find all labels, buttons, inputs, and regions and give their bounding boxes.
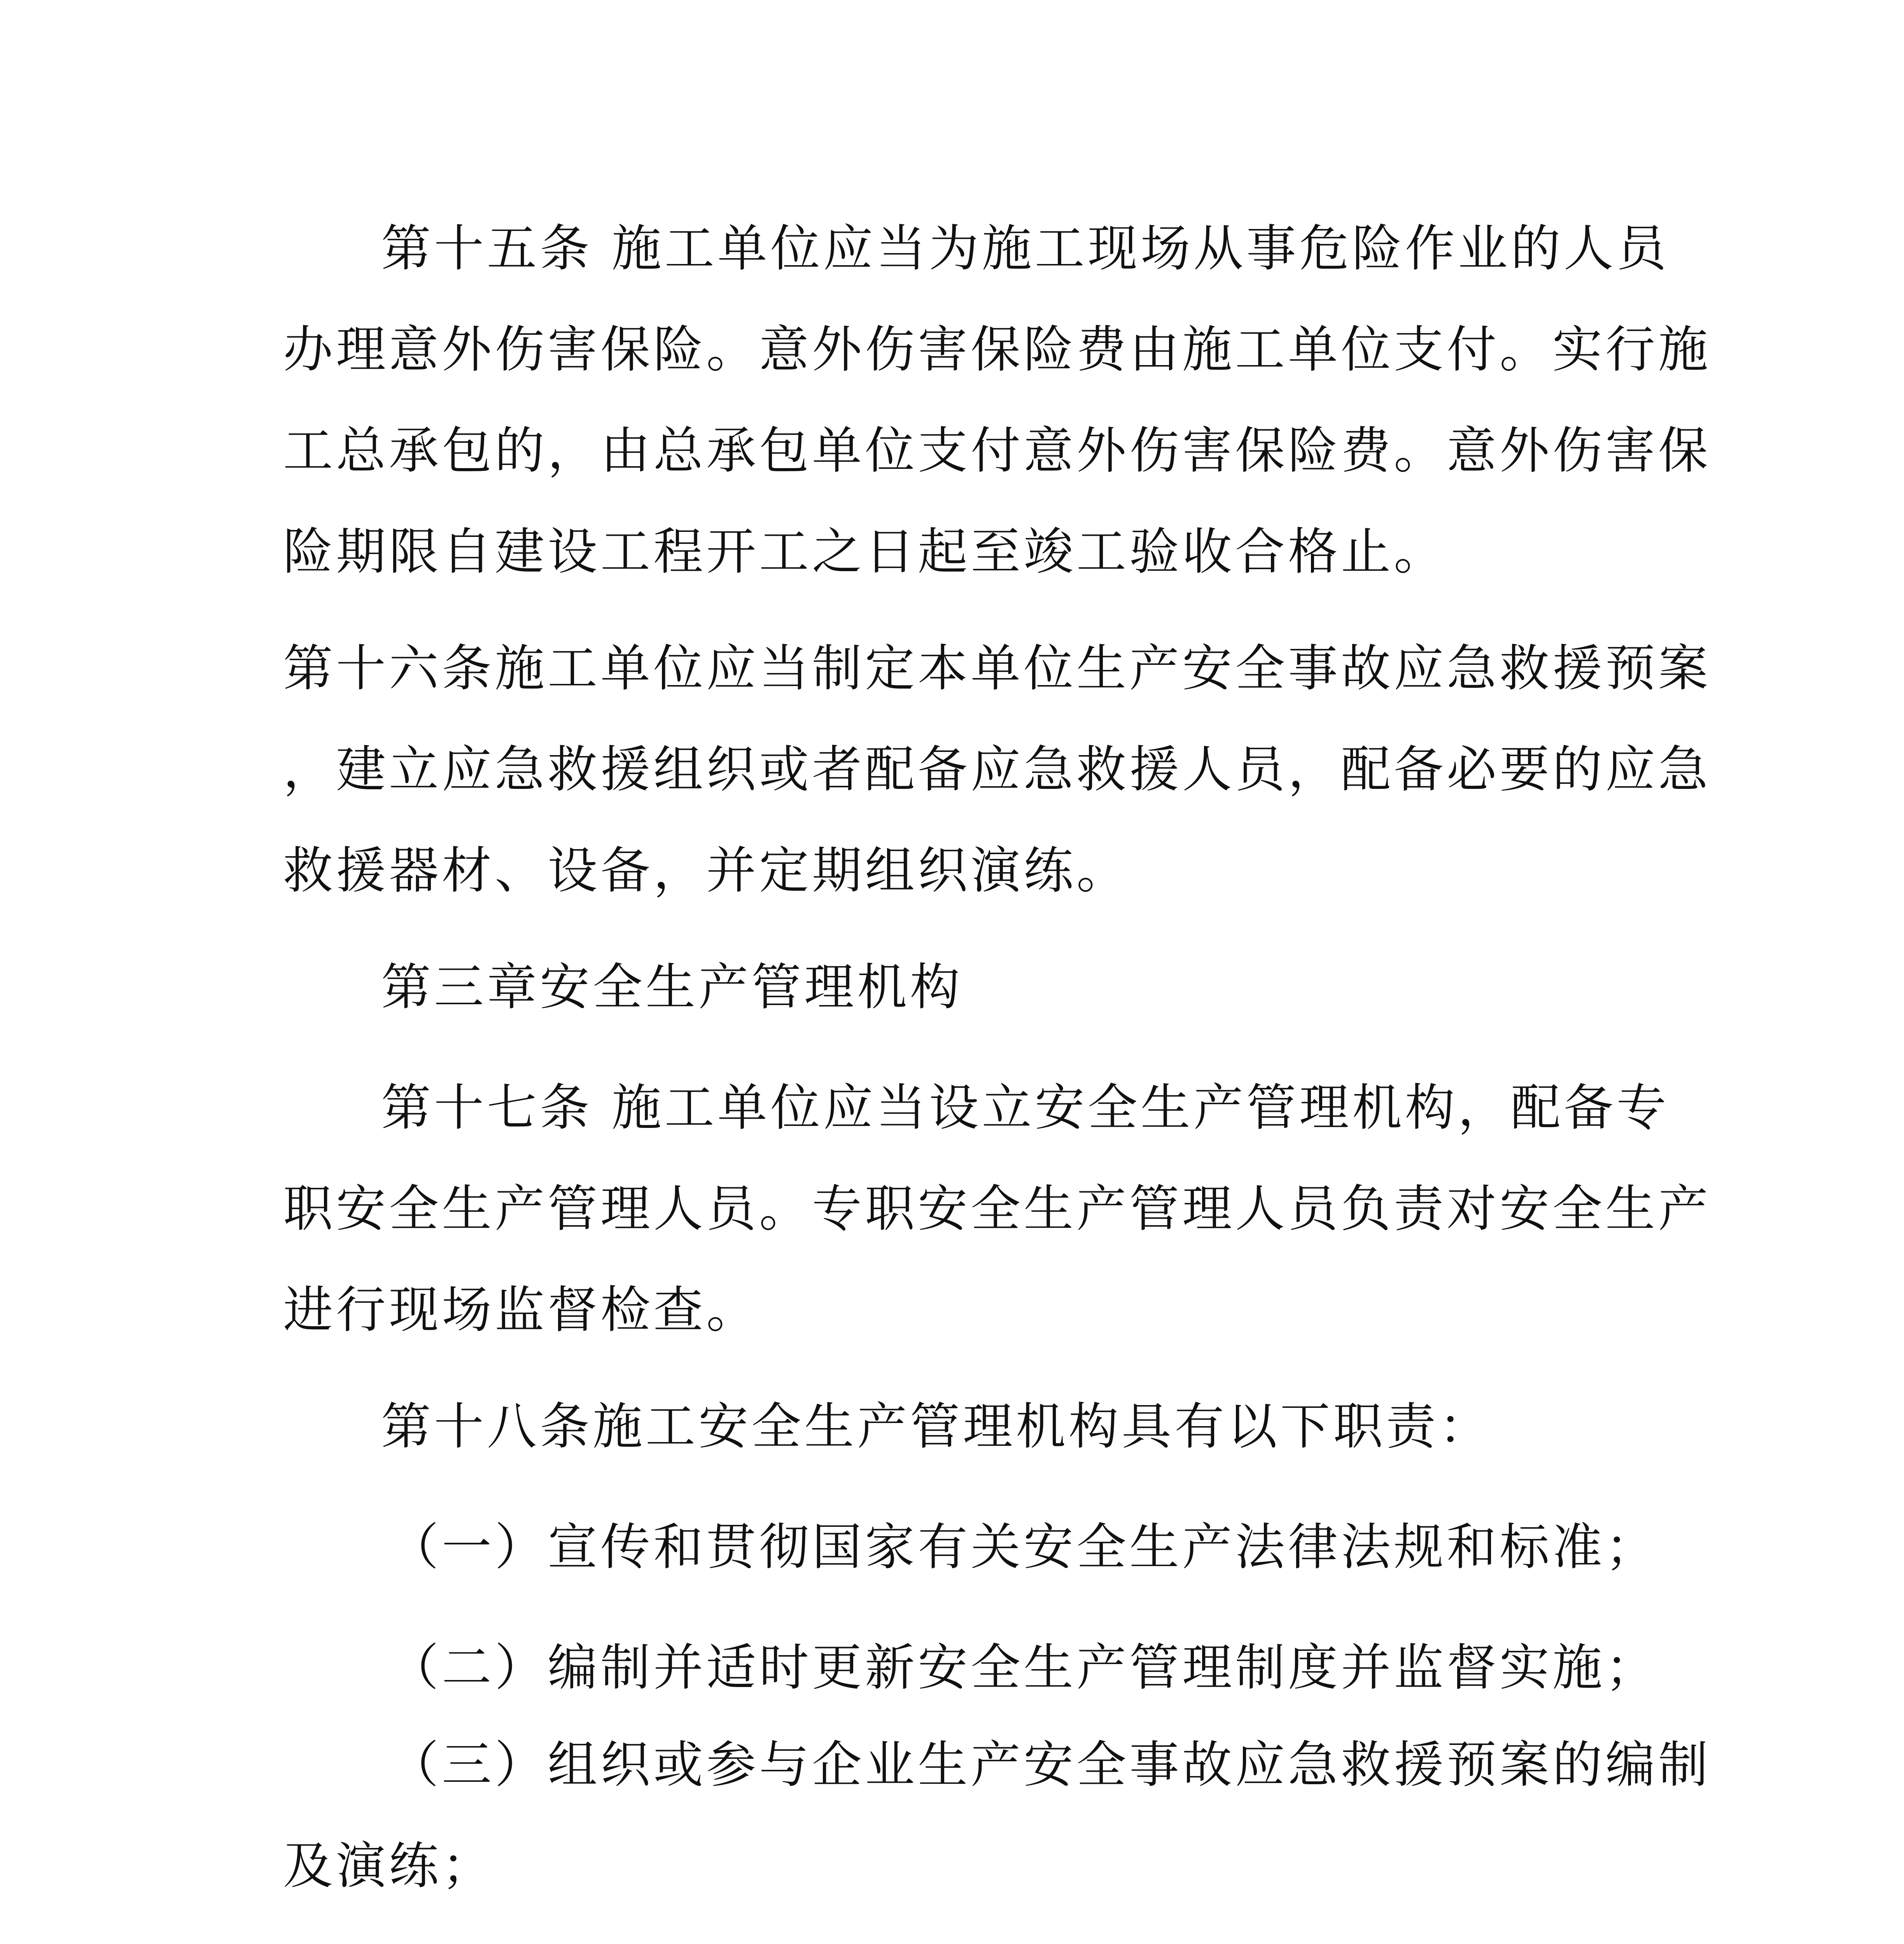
list-item-3-line-2: 及演练； [283,1837,495,1895]
list-item-1: （一）宣传和贯彻国家有关安全生产法律法规和标准； [389,1518,1659,1576]
article-15-line-2: 办理意外伤害保险。意外伤害保险费由施工单位支付。实行施 [283,321,1712,379]
article-16-line-2: ，建立应急救援组织或者配备应急救援人员，配备必要的应急 [283,741,1712,799]
article-18-heading: 第十八条施工安全生产管理机构具有以下职责： [381,1398,1492,1456]
chapter-3-heading: 第三章安全生产管理机构 [381,958,963,1016]
article-15-line-4: 险期限自建设工程开工之日起至竣工验收合格止。 [283,523,1447,581]
article-17-line-3: 进行现场监督检查。 [283,1281,760,1339]
article-16-line-3: 救援器材、设备，并定期组织演练。 [283,842,1130,900]
article-17-line-2: 职安全生产管理人员。专职安全生产管理人员负责对安全生产 [283,1180,1712,1238]
article-16-line-1: 第十六条施工单位应当制定本单位生产安全事故应急救援预案 [283,640,1712,698]
article-15-line-3: 工总承包的，由总承包单位支付意外伤害保险费。意外伤害保 [283,422,1712,480]
article-17-line-1: 第十七条 施工单位应当设立安全生产管理机构，配备专 [381,1079,1670,1137]
list-item-2: （二）编制并适时更新安全生产管理制度并监督实施； [389,1639,1659,1697]
article-15-line-1: 第十五条 施工单位应当为施工现场从事危险作业的人员 [381,220,1670,278]
list-item-3-line-1: （三）组织或参与企业生产安全事故应急救援预案的编制 [389,1736,1712,1794]
